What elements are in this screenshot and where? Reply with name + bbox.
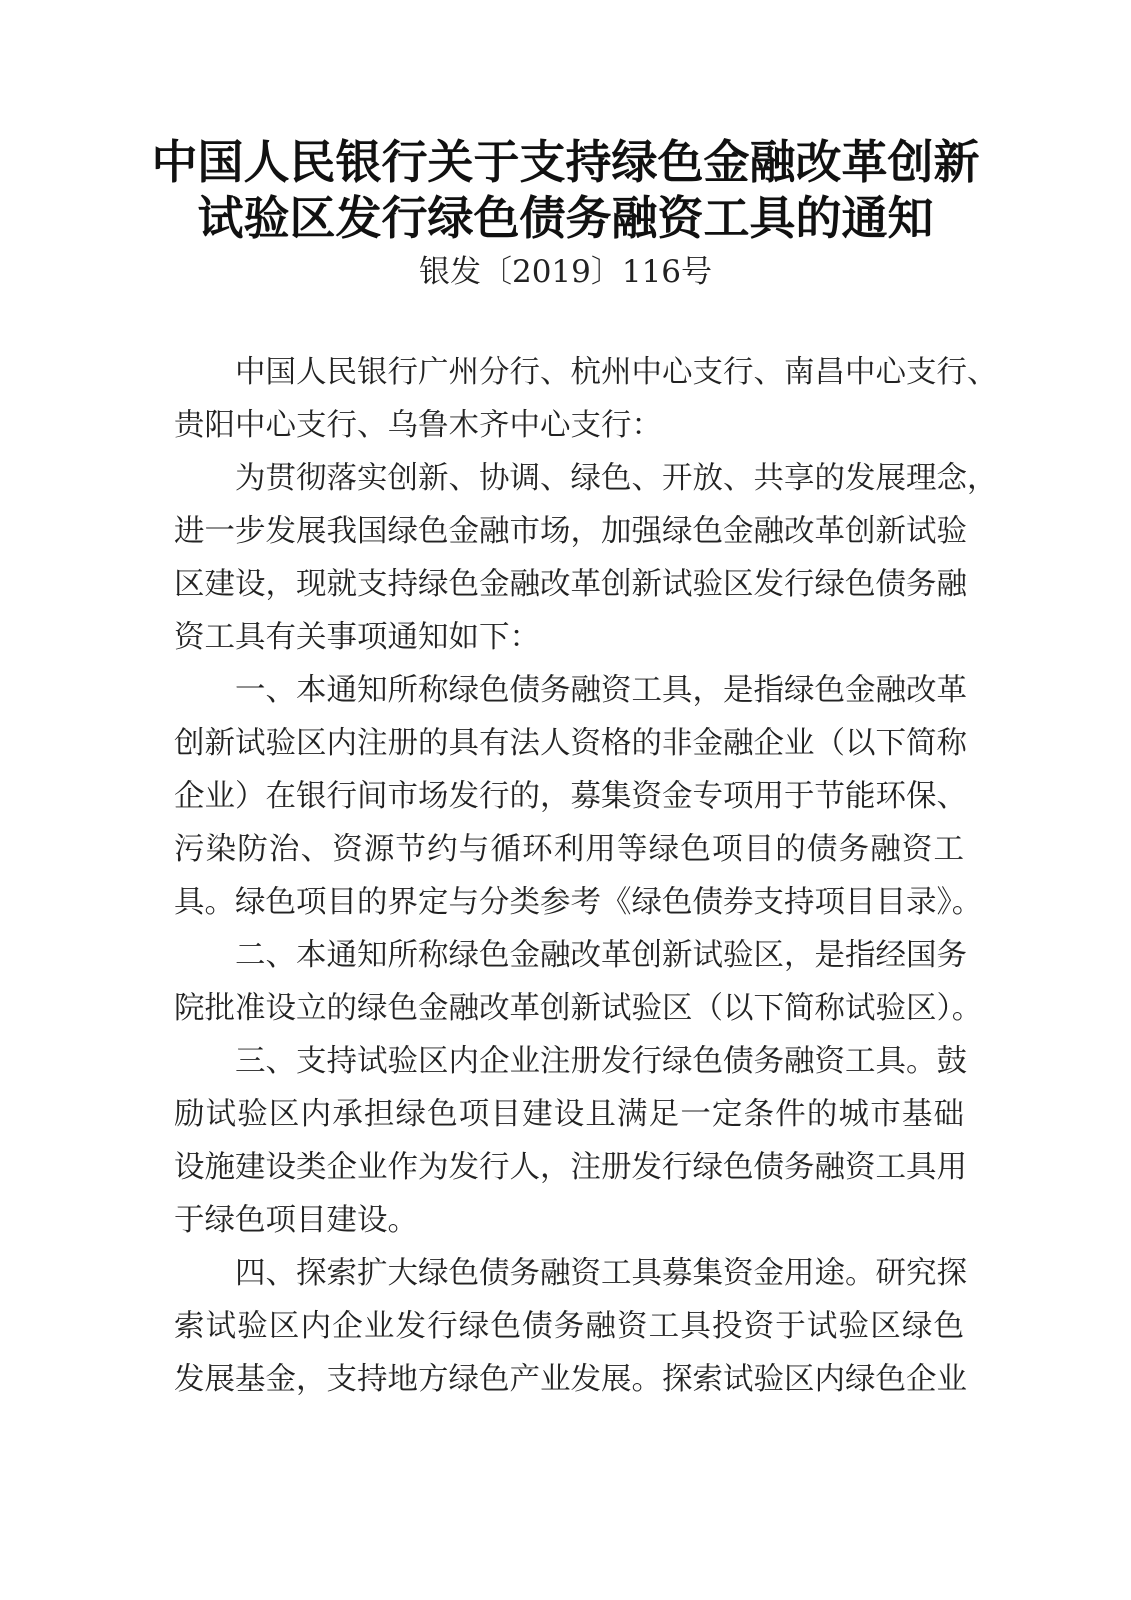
body-line: 中国人民银行广州分行、杭州中心支行、南昌中心支行、 xyxy=(235,355,998,390)
body-line: 区建设，现就支持绿色金融改革创新试验区发行绿色债务融 xyxy=(174,567,967,602)
document-body xyxy=(174,346,998,1406)
body-line: 院批准设立的绿色金融改革创新试验区（以下简称试验区）。 xyxy=(174,991,983,1026)
body-line: 一、本通知所称绿色债务融资工具，是指绿色金融改革 xyxy=(235,673,967,708)
body-line: 污染防治、资源节约与循环利用等绿色项目的债务融资工 xyxy=(174,832,964,867)
document-number: 银发〔2019〕116号 xyxy=(418,254,713,290)
body-line: 企业）在银行间市场发行的，募集资金专项用于节能环保、 xyxy=(174,779,967,814)
document-title-line-2: 试验区发行绿色债务融资工具的通知 xyxy=(197,191,934,245)
body-line: 索试验区内企业发行绿色债务融资工具投资于试验区绿色 xyxy=(174,1309,964,1344)
body-line: 二、本通知所称绿色金融改革创新试验区，是指经国务 xyxy=(235,938,967,973)
body-line: 励试验区内承担绿色项目建设且满足一定条件的城市基础 xyxy=(174,1097,964,1132)
body-line: 于绿色项目建设。 xyxy=(174,1203,418,1238)
body-line: 三、支持试验区内企业注册发行绿色债务融资工具。鼓 xyxy=(235,1044,967,1079)
document-title-line-1: 中国人民银行关于支持绿色金融改革创新 xyxy=(151,135,980,189)
body-line: 创新试验区内注册的具有法人资格的非金融企业（以下简称 xyxy=(174,726,967,761)
body-line: 贵阳中心支行、乌鲁木齐中心支行： xyxy=(174,408,662,443)
body-line: 资工具有关事项通知如下： xyxy=(174,620,540,655)
body-line: 发展基金，支持地方绿色产业发展。探索试验区内绿色企业 xyxy=(174,1362,967,1397)
body-line: 为贯彻落实创新、协调、绿色、开放、共享的发展理念， xyxy=(235,461,998,496)
body-line: 具。绿色项目的界定与分类参考《绿色债券支持项目目录》。 xyxy=(174,885,983,920)
body-line: 进一步发展我国绿色金融市场，加强绿色金融改革创新试验 xyxy=(174,514,967,549)
body-line: 四、探索扩大绿色债务融资工具募集资金用途。研究探 xyxy=(235,1256,967,1291)
body-line: 设施建设类企业作为发行人，注册发行绿色债务融资工具用 xyxy=(174,1150,967,1185)
